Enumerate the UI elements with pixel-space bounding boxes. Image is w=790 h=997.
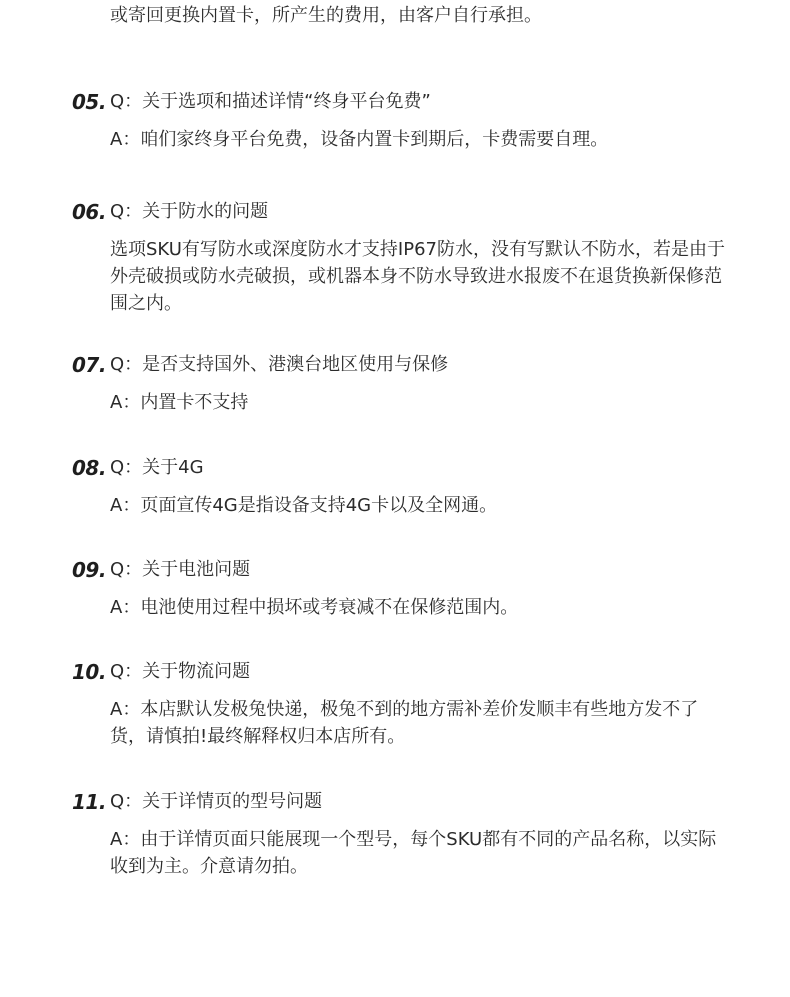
faq-item-07 [0,350,790,416]
answer-text: 选项SKU有写防水或深度防水才支持IP67防水，没有写默认不防水，若是由于外壳破损或防水壳破损，或机器本身不防水导致进水报废不在退货换新保修范围之内。 [110,239,725,314]
faq-item-05 [0,87,790,153]
question-text: Q：关于电池问题 [110,559,251,580]
faq-item-09 [0,555,790,621]
question-row [0,555,790,585]
question-text: Q：关于选项和描述详情“终身平台免费” [110,91,431,112]
question-row [0,350,790,380]
faq-item-10 [0,657,790,750]
question-text: Q：关于防水的问题 [110,201,269,222]
faq-number: 06. [72,200,106,224]
answer-text: A：内置卡不支持 [110,392,249,413]
intro-text: 或寄回更换内置卡，所产生的费用，由客户自行承担。 [110,5,542,26]
faq-number: 10. [72,660,106,684]
answer-text: A：咱们家终身平台免费，设备内置卡到期后，卡费需要自理。 [110,129,609,150]
answer-text: A：由于详情页面只能展现一个型号，每个SKU都有不同的产品名称，以实际收到为主。介意请勿拍。 [110,829,717,877]
faq-item-08 [0,453,790,519]
faq-number: 11. [72,790,106,814]
question-row [0,453,790,483]
faq-item-06 [0,197,790,317]
question-text: Q：关于4G [110,457,204,478]
answer-text: A：页面宣传4G是指设备支持4G卡以及全网通。 [110,495,498,516]
faq-number: 05. [72,90,106,114]
answer-text: A：本店默认发极兔快递，极兔不到的地方需补差价发顺丰有些地方发不了货，请慎拍!最终解释权归本店所有。 [110,699,699,747]
question-row [0,657,790,687]
faq-number: 07. [72,353,106,377]
question-text: Q：关于物流问题 [110,661,251,682]
faq-number: 08. [72,456,106,480]
faq-item-11 [0,787,790,880]
question-text: Q：是否支持国外、港澳台地区使用与保修 [110,354,449,375]
question-row [0,787,790,817]
question-row [0,87,790,117]
answer-text: A：电池使用过程中损坏或考衰减不在保修范围内。 [110,597,519,618]
faq-number: 09. [72,558,106,582]
question-text: Q：关于详情页的型号问题 [110,791,323,812]
question-row [0,197,790,227]
